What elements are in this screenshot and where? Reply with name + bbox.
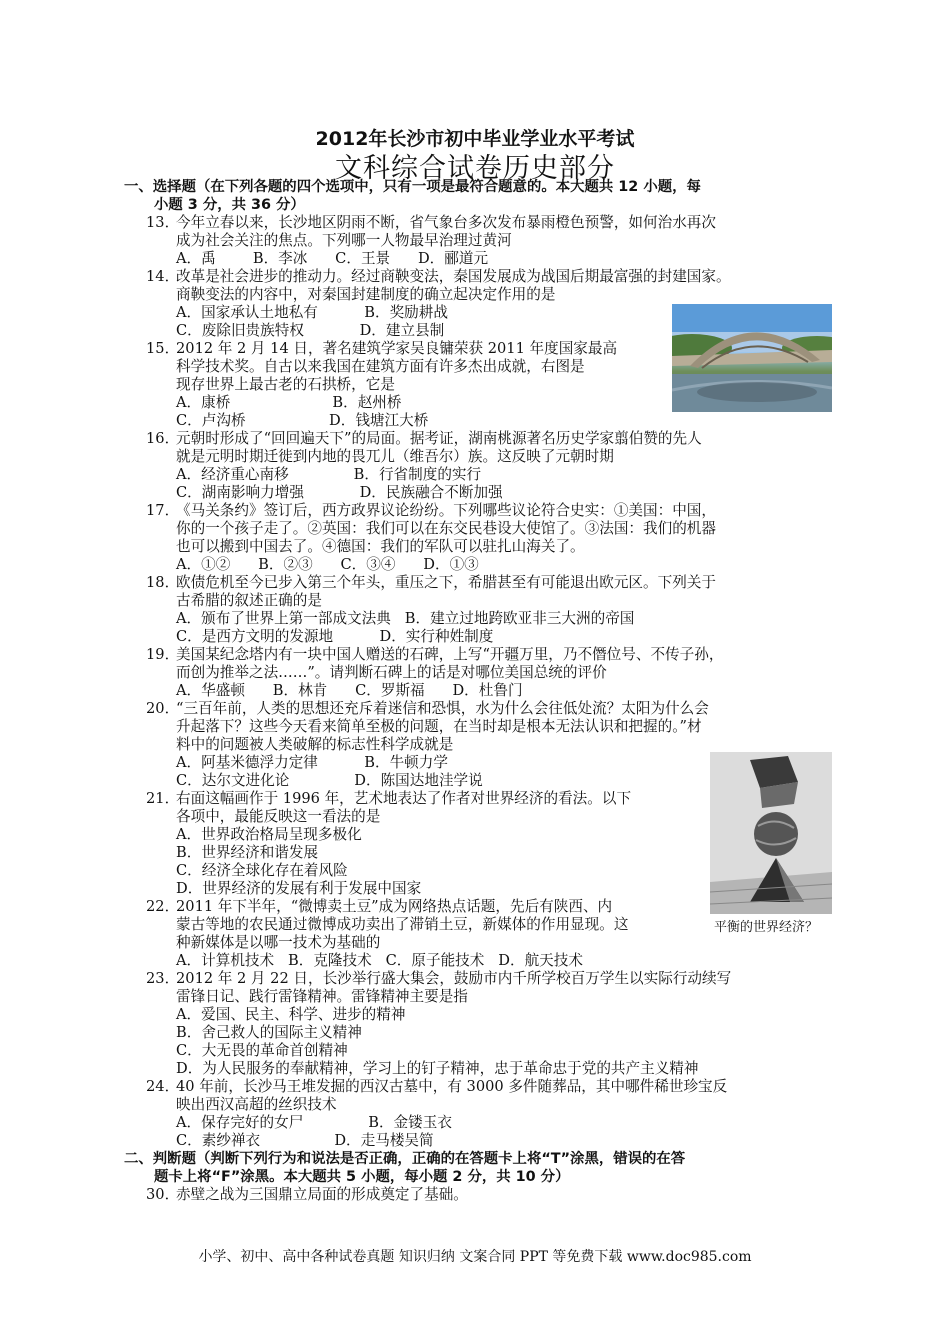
answer-option: B．世界经济和谐发展 — [176, 844, 319, 861]
question-number: 30． — [146, 1186, 180, 1203]
question-number: 17． — [146, 502, 180, 519]
question-indent — [146, 808, 176, 826]
question-line — [146, 268, 814, 286]
question-text: 2011 年下半年，“微博卖土豆”成为网络热点话题，先后有陕西、内 — [176, 898, 613, 915]
answer-option: A．计算机技术 B．克隆技术 C．原子能技术 D．航天技术 — [176, 952, 583, 969]
question-indent — [146, 286, 176, 304]
question-number: 13． — [146, 214, 180, 231]
question-number: 15． — [146, 340, 180, 357]
answer-option: A．世界政治格局呈现多极化 — [176, 826, 362, 843]
question-text: 赤壁之战为三国鼎立局面的形成奠定了基础。 — [176, 1186, 468, 1203]
question-text: 商鞅变法的内容中，对秦国封建制度的确立起决定作用的是 — [176, 286, 556, 303]
question-indent — [146, 376, 176, 394]
question-line — [146, 646, 814, 664]
question-text: 蒙古等地的农民通过微博成功卖出了滞销土豆，新媒体的作用显现。这 — [176, 916, 629, 933]
answer-option: C．是西方文明的发源地 D．实行种姓制度 — [176, 628, 494, 645]
question-line — [146, 574, 814, 592]
question-indent — [146, 232, 176, 250]
question-line — [146, 718, 814, 736]
question-indent — [146, 538, 176, 556]
answer-option: A．华盛顿 B．林肯 C．罗斯福 D．杜鲁门 — [176, 682, 523, 699]
question-text: 40 年前，长沙马王堆发掘的西汉古墓中，有 3000 多件随葬品，其中哪件稀世珍宝反 — [176, 1078, 728, 1095]
question-text: 2012 年 2 月 22 日，长沙举行盛大集会，鼓励市内千所学校百万学生以实际行动续写 — [176, 970, 732, 987]
question-number: 21． — [146, 790, 180, 807]
question-line — [146, 430, 814, 448]
question-indent — [146, 448, 176, 466]
question-text: 就是元明时期迁徙到内地的畏兀儿（维吾尔）族。这反映了元朝时期 — [176, 448, 614, 465]
figure-caption: 平衡的世界经济？ — [714, 920, 819, 935]
question-text: 欧债危机至今已步入第三个年头，重压之下，希腊甚至有可能退出欧元区。下列关于 — [176, 574, 716, 591]
question-indent — [146, 916, 176, 934]
question-line — [146, 502, 814, 520]
answer-option: A．国家承认土地私有 B．奖励耕战 — [176, 304, 448, 321]
question-text: “三百年前，人类的思想还充斥着迷信和恐惧，水为什么会往低处流？太阳为什么会 — [176, 700, 709, 717]
answer-option: C．经济全球化存在着风险 — [176, 862, 348, 879]
balance-artwork — [710, 752, 832, 914]
answer-option: A．康桥 B．赵州桥 — [176, 394, 402, 411]
question-text: 右面这幅画作于 1996 年，艺术地表达了作者对世界经济的看法。以下 — [176, 790, 632, 807]
answer-option: A．保存完好的女尸 B．金镂玉衣 — [176, 1114, 452, 1131]
question-indent — [146, 988, 176, 1006]
question-number: 23． — [146, 970, 180, 987]
answer-option: D．世界经济的发展有利于发展中国家 — [176, 880, 422, 897]
question-line — [146, 664, 814, 682]
question-line — [146, 970, 814, 988]
question-indent — [146, 934, 176, 952]
question-line — [146, 1096, 814, 1114]
question-line — [146, 448, 814, 466]
question-number: 16． — [146, 430, 180, 447]
question-text: 种新媒体是以哪一技术为基础的 — [176, 934, 381, 951]
answer-option: C．素纱禅衣 D．走马楼吴简 — [176, 1132, 434, 1149]
question-text: 你的一个孩子走了。②英国：我们可以在东交民巷设大使馆了。③法国：我们的机器 — [176, 520, 716, 537]
exam-title: 2012年长沙市初中毕业学业水平考试 — [315, 128, 635, 150]
question-item — [146, 430, 814, 502]
answer-option: A．①② B．②③ C．③④ D．①③ — [176, 556, 479, 573]
question-line — [146, 520, 814, 538]
question-line — [146, 934, 814, 952]
question-text: 今年立春以来，长沙地区阴雨不断，省气象台多次发布暴雨橙色预警，如何治水再次 — [176, 214, 716, 231]
question-text: 升起落下？这些今天看来简单至极的问题，在当时却是根本无法认识和把握的。”材 — [176, 718, 702, 735]
question-indent — [146, 520, 176, 538]
answer-option: D．为人民服务的奉献精神，学习上的钉子精神，忠于革命忠于党的共产主义精神 — [176, 1060, 699, 1077]
question-number: 22． — [146, 898, 180, 915]
balanced-world-economy-image — [710, 752, 832, 914]
question-text: 科学技术奖。自古以来我国在建筑方面有许多杰出成就，右图是 — [176, 358, 585, 375]
section-1-heading-line1: 一、选择题（在下列各题的四个选项中，只有一项是最符合题意的。本大题共 12 小题，每 — [124, 179, 701, 195]
answer-option: A．颁布了世界上第一部成文法典 B．建立过地跨欧亚非三大洲的帝国 — [176, 610, 635, 627]
page-footer: 小学、初中、高中各种试卷真题 知识归纳 文案合同 PPT 等免费下载 www.doc985.com — [198, 1249, 752, 1265]
answer-option: A．禹 B．李冰 C．王景 D．郦道元 — [176, 250, 489, 267]
question-text: 雷锋日记、践行雷锋精神。雷锋精神主要是指 — [176, 988, 468, 1005]
question-indent — [146, 592, 176, 610]
answer-option: C．废除旧贵族特权 D．建立县制 — [176, 322, 445, 339]
question-text: 元朝时形成了“回回遍天下”的局面。据考证，湖南桃源著名历史学家翦伯赞的先人 — [176, 430, 702, 447]
question-item — [146, 646, 814, 700]
question-text: 成为社会关注的焦点。下列哪一人物最早治理过黄河 — [176, 232, 512, 249]
answer-option: A．经济重心南移 B．行省制度的实行 — [176, 466, 482, 483]
question-line — [146, 286, 814, 304]
question-number: 20． — [146, 700, 180, 717]
question-item — [146, 502, 814, 574]
answer-option: C．湖南影响力增强 D．民族融合不断加强 — [176, 484, 503, 501]
question-text: 2012 年 2 月 14 日，著名建筑学家吴良镛荣获 2011 年度国家最高 — [176, 340, 618, 357]
question-text: 而创为推举之法……”。请判断石碑上的话是对哪位美国总统的评价 — [176, 664, 607, 681]
question-line — [146, 700, 814, 718]
section-2-heading — [124, 1150, 814, 1186]
answer-option: A．阿基米德浮力定律 B．牛顿力学 — [176, 754, 448, 771]
question-text: 《马关条约》签订后，西方政界议论纷纷。下列哪些议论符合史实：①美国：中国， — [176, 502, 716, 519]
question-line — [146, 1078, 814, 1096]
answer-option: B．舍己救人的国际主义精神 — [176, 1024, 362, 1041]
question-item — [146, 1078, 814, 1150]
question-text: 现存世界上最古老的石拱桥，它是 — [176, 376, 395, 393]
question-item — [146, 970, 814, 1078]
question-item — [146, 574, 814, 646]
question-number: 24． — [146, 1078, 180, 1095]
answer-option: A．爱国、民主、科学、进步的精神 — [176, 1006, 406, 1023]
question-indent — [146, 1096, 176, 1114]
question-text: 改革是社会进步的推动力。经过商鞅变法，秦国发展成为战国后期最富强的封建国家。 — [176, 268, 731, 285]
question-line — [146, 232, 814, 250]
question-text: 各项中，最能反映这一看法的是 — [176, 808, 381, 825]
question-text: 古希腊的叙述正确的是 — [176, 592, 322, 609]
question-line — [146, 214, 814, 232]
question-line — [146, 538, 814, 556]
question-line — [146, 592, 814, 610]
answer-option: C．达尔文进化论 D．陈国达地洼学说 — [176, 772, 483, 789]
question-indent — [146, 664, 176, 682]
question-text: 料中的问题被人类破解的标志性科学成就是 — [176, 736, 454, 753]
bridge-illustration — [672, 304, 832, 412]
section-1-heading — [124, 178, 814, 214]
question-text: 映出西汉高超的丝织技术 — [176, 1096, 337, 1113]
zhaozhou-bridge-image — [672, 304, 832, 412]
section-2-heading-line1: 二、判断题（判断下列行为和说法是否正确，正确的在答题卡上将“T”涂黑，错误的在答 — [124, 1151, 686, 1167]
question-text: 美国某纪念塔内有一块中国人赠送的石碑，上写“开疆万里，乃不僭位号、不传子孙， — [176, 646, 724, 663]
question-number: 18． — [146, 574, 180, 591]
question-30 — [146, 1186, 814, 1204]
question-text: 也可以搬到中国去了。④德国：我们的军队可以驻扎山海关了。 — [176, 538, 585, 555]
section-2-heading-line2: 题卡上将“F”涂黑。本大题共 5 小题，每小题 2 分，共 10 分） — [154, 1169, 570, 1185]
question-number: 14． — [146, 268, 180, 285]
question-indent — [146, 736, 176, 754]
answer-option: C．卢沟桥 D．钱塘江大桥 — [176, 412, 429, 429]
answer-option: C．大无畏的革命首创精神 — [176, 1042, 348, 1059]
question-number: 19． — [146, 646, 180, 663]
question-item — [146, 214, 814, 268]
exam-subtitle: 文科综合试卷历史部分 — [335, 153, 615, 184]
section-1-heading-line2: 小题 3 分，共 36 分） — [154, 197, 305, 213]
question-indent — [146, 358, 176, 376]
question-indent — [146, 718, 176, 736]
question-line — [146, 988, 814, 1006]
